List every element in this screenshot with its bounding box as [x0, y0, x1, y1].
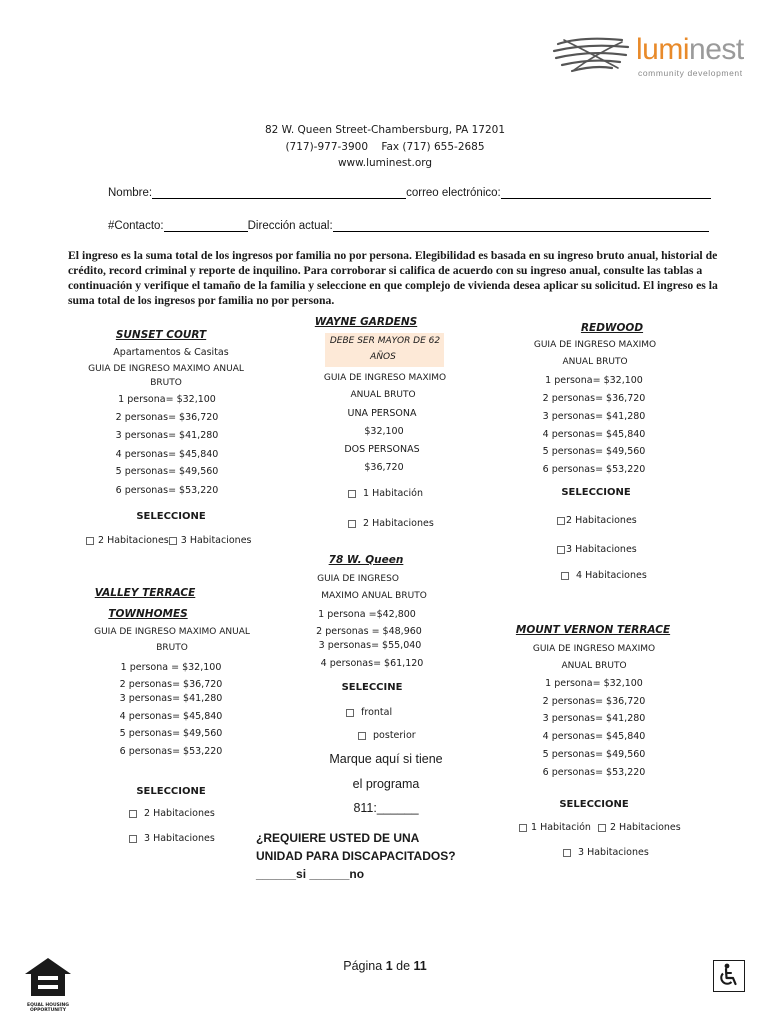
- queen-rear-checkbox[interactable]: [358, 732, 366, 740]
- valley-guide: GUIA DE INGRESO MAXIMO ANUAL: [94, 627, 250, 637]
- nest-icon: [552, 34, 634, 76]
- accessibility-logo: [713, 960, 745, 992]
- income-row: 6 personas= $53,220: [119, 746, 223, 757]
- redwood-3br-checkbox[interactable]: [557, 546, 565, 554]
- income-row: UNA PERSONA: [347, 408, 417, 419]
- income-row: 5 personas= $49,560: [542, 446, 646, 457]
- redwood-guide-2: ANUAL BRUTO: [562, 357, 628, 367]
- queen-front-checkbox[interactable]: [346, 709, 354, 717]
- queen-title: 78 W. Queen: [328, 554, 404, 566]
- sunset-select-label: SELECCIONE: [136, 511, 206, 522]
- income-row: 1 persona = $32,100: [120, 662, 222, 673]
- wheelchair-icon: [714, 961, 743, 990]
- income-row: 4 personas= $61,120: [320, 658, 424, 669]
- phone-fax-line: (717)-977-3900 Fax (717) 655-2685: [285, 140, 485, 153]
- page-word: Página: [343, 959, 383, 973]
- income-row: 1 persona= $32,100: [545, 375, 643, 386]
- option-label: 2 Habitaciones: [363, 518, 434, 529]
- valley-2br-checkbox[interactable]: [129, 810, 137, 818]
- option-label: 2 Habitaciones: [98, 535, 169, 546]
- mountvernon-1br-checkbox[interactable]: [519, 824, 527, 832]
- income-row: 2 personas= $36,720: [542, 393, 646, 404]
- income-row: 4 personas= $45,840: [542, 731, 646, 742]
- income-row: 3 personas= $41,280: [542, 411, 646, 422]
- income-row: 5 personas= $49,560: [115, 466, 219, 477]
- income-row: 4 personas= $45,840: [115, 449, 219, 460]
- sunset-2br-checkbox[interactable]: [86, 537, 94, 545]
- sunset-guide-2: BRUTO: [150, 378, 182, 388]
- form-row-name: [108, 187, 711, 199]
- disability-line-1: ¿REQUIERE USTED DE UNA: [256, 831, 420, 845]
- income-row: 3 personas= $41,280: [115, 430, 219, 441]
- mountvernon-3br-checkbox[interactable]: [563, 849, 571, 857]
- disability-answer[interactable]: ______si ______no: [256, 867, 365, 881]
- income-row: 4 personas= $45,840: [119, 711, 223, 722]
- mountvernon-title: MOUNT VERNON TERRACE: [515, 624, 671, 636]
- income-row: 6 personas= $53,220: [115, 485, 219, 496]
- wayne-guide: GUIA DE INGRESO MAXIMO: [323, 373, 447, 383]
- option-label: 2 Habitaciones: [144, 808, 215, 819]
- page-number: [0, 959, 770, 973]
- redwood-title: REDWOOD: [580, 322, 644, 334]
- income-row: 1 persona =$42,800: [318, 609, 416, 620]
- option-label: posterior: [373, 730, 416, 741]
- income-row: $32,100: [364, 426, 404, 437]
- wayne-age-note-2: AÑOS: [370, 352, 396, 362]
- header-address: [0, 122, 770, 172]
- queen-guide: GUIA DE INGRESO: [317, 574, 399, 584]
- logo: [552, 30, 752, 85]
- income-row: 5 personas= $49,560: [542, 749, 646, 760]
- of-word: de: [396, 959, 411, 973]
- program-811-text-2: el programa: [352, 777, 420, 791]
- income-row: 2 personas= $36,720: [542, 696, 646, 707]
- redwood-select-label: SELECCIONE: [561, 487, 631, 498]
- logo-name-dark: nest: [689, 33, 744, 66]
- option-label: 1 Habitación: [363, 488, 423, 499]
- option-label: 3 Habitaciones: [578, 847, 649, 858]
- mountvernon-2br-checkbox[interactable]: [598, 824, 606, 832]
- income-row: 3 personas= $55,040: [318, 640, 422, 651]
- wayne-1br-checkbox[interactable]: [348, 490, 356, 498]
- option-label: 3 Habitaciones: [566, 544, 637, 555]
- income-row: 1 persona= $32,100: [118, 394, 216, 405]
- income-row: 1 persona= $32,100: [545, 678, 643, 689]
- disability-line-2: UNIDAD PARA DISCAPACITADOS?: [256, 849, 456, 863]
- contact-label: #Contacto:: [108, 220, 164, 232]
- logo-tagline: community development: [638, 68, 743, 78]
- queen-guide-2: MAXIMO ANUAL BRUTO: [321, 591, 427, 601]
- option-label: 2 Habitaciones: [566, 515, 637, 526]
- wayne-title: WAYNE GARDENS: [314, 316, 418, 328]
- mountvernon-select-label: SELECCIONE: [559, 799, 629, 810]
- address-field[interactable]: [333, 220, 709, 232]
- queen-select-label: SELECCINE: [341, 682, 403, 693]
- address-line: 82 W. Queen Street-Chambersburg, PA 17201: [264, 124, 505, 136]
- email-field[interactable]: [501, 187, 711, 199]
- option-label: 1 Habitación: [531, 822, 591, 833]
- page-current: 1: [385, 959, 393, 973]
- form-row-contact: [108, 220, 709, 232]
- income-row: 2 personas= $36,720: [119, 679, 223, 690]
- sunset-guide: GUIA DE INGRESO MAXIMO ANUAL: [88, 364, 244, 374]
- redwood-guide: GUIA DE INGRESO MAXIMO: [533, 340, 657, 350]
- sunset-3br-checkbox[interactable]: [169, 537, 177, 545]
- disability-question: [256, 829, 456, 883]
- program-811-text: Marque aquí si tiene: [329, 752, 443, 766]
- sunset-title: SUNSET COURT: [115, 329, 207, 341]
- income-row: 4 personas= $45,840: [542, 429, 646, 440]
- wayne-2br-checkbox[interactable]: [348, 520, 356, 528]
- income-row: 5 personas= $49,560: [119, 728, 223, 739]
- valley-guide-2: BRUTO: [156, 643, 188, 653]
- income-row: DOS PERSONAS: [344, 444, 420, 455]
- income-row: 2 personas = $48,960: [316, 626, 422, 637]
- valley-title-2: TOWNHOMES: [108, 608, 188, 620]
- eho-text: EQUAL HOUSING: [27, 1003, 69, 1008]
- option-label: 3 Habitaciones: [180, 535, 252, 546]
- option-label: frontal: [361, 707, 393, 718]
- name-field[interactable]: [152, 187, 406, 199]
- income-row: 3 personas= $41,280: [542, 713, 646, 724]
- option-label: 3 Habitaciones: [144, 833, 215, 844]
- valley-3br-checkbox[interactable]: [129, 835, 137, 843]
- income-row: 6 personas= $53,220: [542, 464, 646, 475]
- mountvernon-guide-2: ANUAL BRUTO: [561, 661, 627, 671]
- email-label: correo electrónico:: [406, 187, 501, 199]
- valley-select-label: SELECCIONE: [136, 786, 206, 797]
- option-label: 4 Habitaciones: [576, 570, 647, 581]
- wayne-guide-2: ANUAL BRUTO: [350, 390, 416, 400]
- eho-text-2: OPPORTUNITY: [29, 1008, 66, 1013]
- program-811-field[interactable]: 811:______: [353, 801, 419, 815]
- sunset-subtitle: Apartamentos & Casitas: [113, 347, 229, 358]
- page-total: 11: [413, 959, 427, 973]
- valley-title: VALLEY TERRACE: [94, 587, 196, 599]
- income-row: 3 personas= $41,280: [119, 693, 223, 704]
- intro-paragraph: El ingreso es la suma total de los ingresos por familia no por persona. Elegibilidad es basada en su ingreso bruto anual, historial de crédito, record criminal y reporte de inquilino. Para corroborar si califica de acuerdo con su ingreso anual, consulte las tablas a continuación y verifique el tamaño de la familia y seleccione en que complejo de vivienda desea aplicar su solicitud. El ingreso es la suma total de los ingresos por familia no por persona.: [68, 249, 718, 307]
- redwood-4br-checkbox[interactable]: [561, 572, 569, 580]
- wayne-age-note: DEBE SER MAYOR DE 62: [329, 336, 441, 346]
- income-row: $36,720: [364, 462, 404, 473]
- mountvernon-guide: GUIA DE INGRESO MAXIMO: [532, 644, 656, 654]
- redwood-2br-checkbox[interactable]: [557, 517, 565, 525]
- logo-name-light: lumi: [636, 33, 690, 66]
- income-row: 6 personas= $53,220: [542, 767, 646, 778]
- name-label: Nombre:: [108, 187, 153, 199]
- income-row: 2 personas= $36,720: [115, 412, 219, 423]
- contact-field[interactable]: [164, 220, 248, 232]
- website-link[interactable]: www.luminest.org: [337, 157, 433, 169]
- option-label: 2 Habitaciones: [609, 822, 681, 833]
- address-label: Dirección actual:: [247, 220, 333, 232]
